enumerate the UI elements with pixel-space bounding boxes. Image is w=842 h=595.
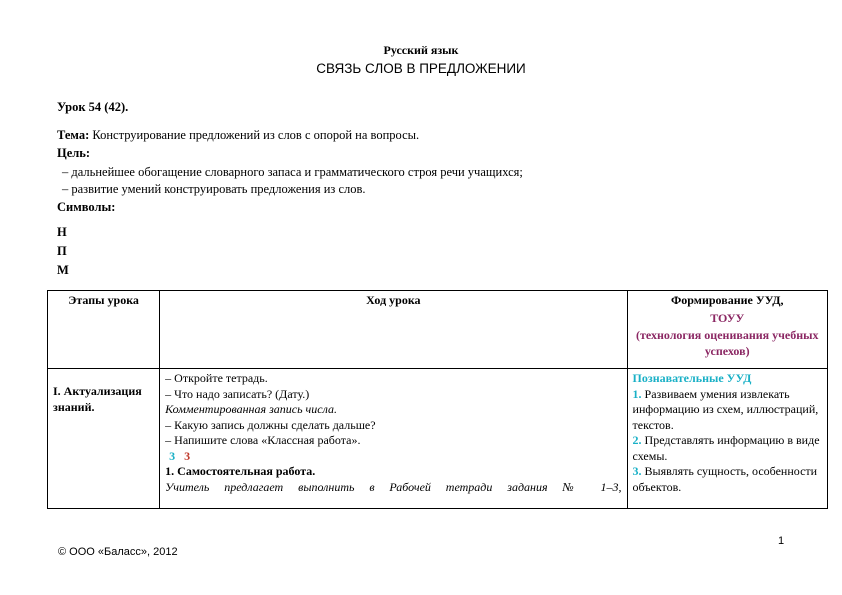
mark-red: 3 [184,448,191,463]
stage-cell [48,369,160,509]
page-title: СВЯЗЬ СЛОВ В ПРЕДЛОЖЕНИИ [316,61,526,76]
course-cell [160,369,627,509]
page-number: 1 [778,535,785,547]
lesson-number: Урок 54 (42). [57,100,129,114]
lesson-theme [57,128,419,143]
theme-text: Конструирование предложений из слов с опорой на вопросы. [89,128,420,142]
theme-label: Тема: [57,128,90,142]
header-course: Ход урока [160,291,627,369]
uud-item [633,433,822,464]
table-header-row [48,291,828,369]
task-title: 1. Самостоятельная работа. [165,464,316,478]
uud-item-number: 2. [632,433,642,447]
course-line: – Напишите слова «Классная работа». [165,433,361,447]
course-line: – Какую запись должны сделать дальше? [165,417,376,432]
uud-item [633,387,822,434]
stage-name: I. Актуализация знаний. [53,384,142,414]
symbol-m: М [57,263,69,277]
uud-title: Познавательные УУД [632,371,752,385]
uud-item-number: 3. [632,464,642,478]
header-uud-title: Формирование УУД, [670,293,784,307]
symbols-label: Символы: [57,200,116,214]
goal-item: – развитие умений конструировать предложения из слов. [62,182,366,196]
symbol-n: Н [57,225,67,239]
uud-item-text: Представлять информацию в виде схемы. [632,433,820,463]
header-touu-desc: (технология оценивания учебных успехов) [635,328,819,358]
goal-label: Цель: [57,146,91,160]
subject-heading: Русский язык [383,43,459,57]
uud-cell [627,369,827,509]
table-row [48,369,828,509]
header-stages: Этапы урока [48,291,160,369]
marks [165,449,621,465]
header-touu: ТОУУ [710,310,745,325]
uud-item [633,464,822,495]
uud-item-text: Развиваем умения извлекать информацию из схем, иллюстраций, текстов. [632,386,819,432]
header-uud [627,291,827,369]
copyright: © ООО «Баласс», 2012 [58,546,178,558]
uud-item-text: Выявлять сущность, особенности объектов. [632,464,818,494]
goal-item: – дальнейшее обогащение словарного запаса и грамматического строя речи учащихся; [62,165,523,179]
course-line: – Откройте тетрадь. [165,371,268,385]
lesson-table [47,290,828,509]
symbol-p: П [57,244,67,258]
mark-cyan: 3 [169,448,176,463]
course-line: – Что надо записать? (Дату.) [165,386,310,401]
uud-item-number: 1. [632,386,642,401]
task-text: Учитель предлагает выполнить в Рабочей тетради задания № 1–3, [165,479,622,494]
course-line: Комментированная запись числа. [165,402,337,416]
